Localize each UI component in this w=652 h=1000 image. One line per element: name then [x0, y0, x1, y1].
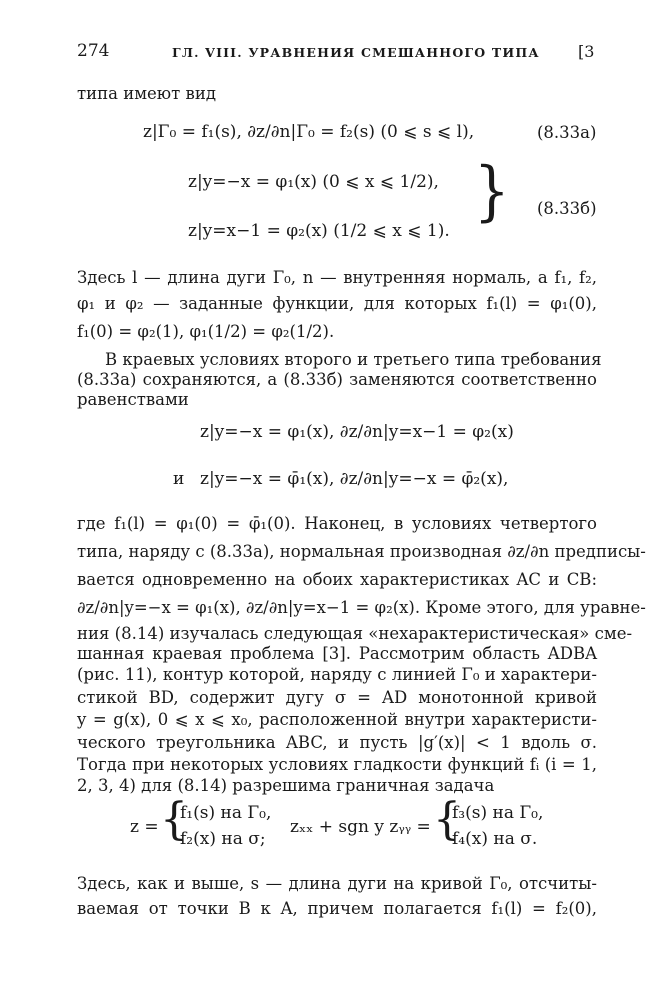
right-brace-icon: } — [474, 154, 510, 229]
system-mid: zₓₓ + sgn y zᵧᵧ = — [290, 817, 431, 837]
equation-8-33b-line2: z|y=x−1 = φ₂(x) (1/2 ⩽ x ⩽ 1). — [188, 221, 450, 241]
page-number: 274 — [77, 41, 110, 61]
text-line: шанная краевая проблема [3]. Рассмотрим область ADBA — [77, 644, 597, 663]
equation-number: (8.33а) — [537, 123, 597, 142]
text-line: стикой BD, содержит дугу σ = AD монотонной кривой — [77, 688, 597, 707]
text-line: ваемая от точки B к A, причем полагается f₁(l) = f₂(0), — [77, 899, 597, 918]
text-line: f₁(0) = φ₂(1), φ₁(1/2) = φ₂(1/2). — [77, 322, 335, 341]
text-line: ческого треугольника ABC, и пусть |g′(x)| < 1 вдоль σ. — [77, 733, 597, 752]
equation-prefix: и — [173, 469, 185, 489]
text-line: ния (8.14) изучалась следующая «нехарактеристическая» сме- — [77, 624, 633, 643]
equation-conditions-1: z|y=−x = φ₁(x), ∂z/∂n|y=x−1 = φ₂(x) — [200, 422, 514, 442]
text-line: вается одновременно на обоих характеристиках AC и CB: — [77, 570, 597, 589]
text-line: где f₁(l) = φ₁(0) = φ̄₁(0). Наконец, в условиях четвертого — [77, 514, 597, 533]
system-case-4: f₄(x) на σ. — [452, 829, 538, 849]
text-line: Здесь, как и выше, s — длина дуги на кривой Γ₀, отсчиты- — [77, 874, 597, 893]
system-case-1: f₁(s) на Γ₀, — [180, 803, 272, 823]
equation-8-33b-line1: z|y=−x = φ₁(x) (0 ⩽ x ⩽ 1/2), — [188, 172, 439, 192]
system-case-3: f₃(s) на Γ₀, — [452, 803, 544, 823]
text-line: равенствами — [77, 390, 189, 409]
text-line: (рис. 11), контур которой, наряду с линией Γ₀ и характери- — [77, 665, 597, 684]
system-case-2: f₂(x) на σ; — [180, 829, 266, 849]
text-line: y = g(x), 0 ⩽ x ⩽ x₀, расположенной внутри характеристи- — [77, 710, 597, 729]
text-line: 2, 3, 4) для (8.14) разрешима граничная задача — [77, 776, 495, 795]
text-line: φ₁ и φ₂ — заданные функции, для которых f₁(l) = φ₁(0), — [77, 294, 597, 313]
system-lhs: z = — [130, 817, 159, 837]
text-line: (8.33а) сохраняются, а (8.33б) заменяются соответственно — [77, 370, 597, 389]
left-brace-icon: { — [433, 794, 461, 845]
text-line: типа, наряду с (8.33а), нормальная производная ∂z/∂n предписы- — [77, 542, 646, 561]
text-line: Здесь l — длина дуги Γ₀, n — внутренняя нормаль, а f₁, f₂, — [77, 268, 597, 287]
text-line: типа имеют вид — [77, 84, 216, 103]
equation-number: (8.33б) — [537, 199, 597, 218]
text-line: ∂z/∂n|y=−x = φ₁(x), ∂z/∂n|y=x−1 = φ₂(x). Кроме этого, для уравне- — [77, 598, 646, 617]
text-line: Тогда при некоторых условиях гладкости функций fᵢ (i = 1, — [77, 755, 597, 774]
running-header-title: ГЛ. VIII. УРАВНЕНИЯ СМЕШАННОГО ТИПА — [172, 45, 540, 60]
equation-8-33a: z|Γ₀ = f₁(s), ∂z/∂n|Γ₀ = f₂(s) (0 ⩽ s ⩽ l), — [143, 122, 475, 142]
equation-conditions-2: z|y=−x = φ̄₁(x), ∂z/∂n|y=−x = φ̄₂(x), — [200, 469, 509, 489]
left-brace-icon: { — [160, 794, 188, 845]
text-line: В краевых условиях второго и третьего типа требования — [105, 350, 602, 369]
running-header-section: [3 — [578, 42, 595, 61]
